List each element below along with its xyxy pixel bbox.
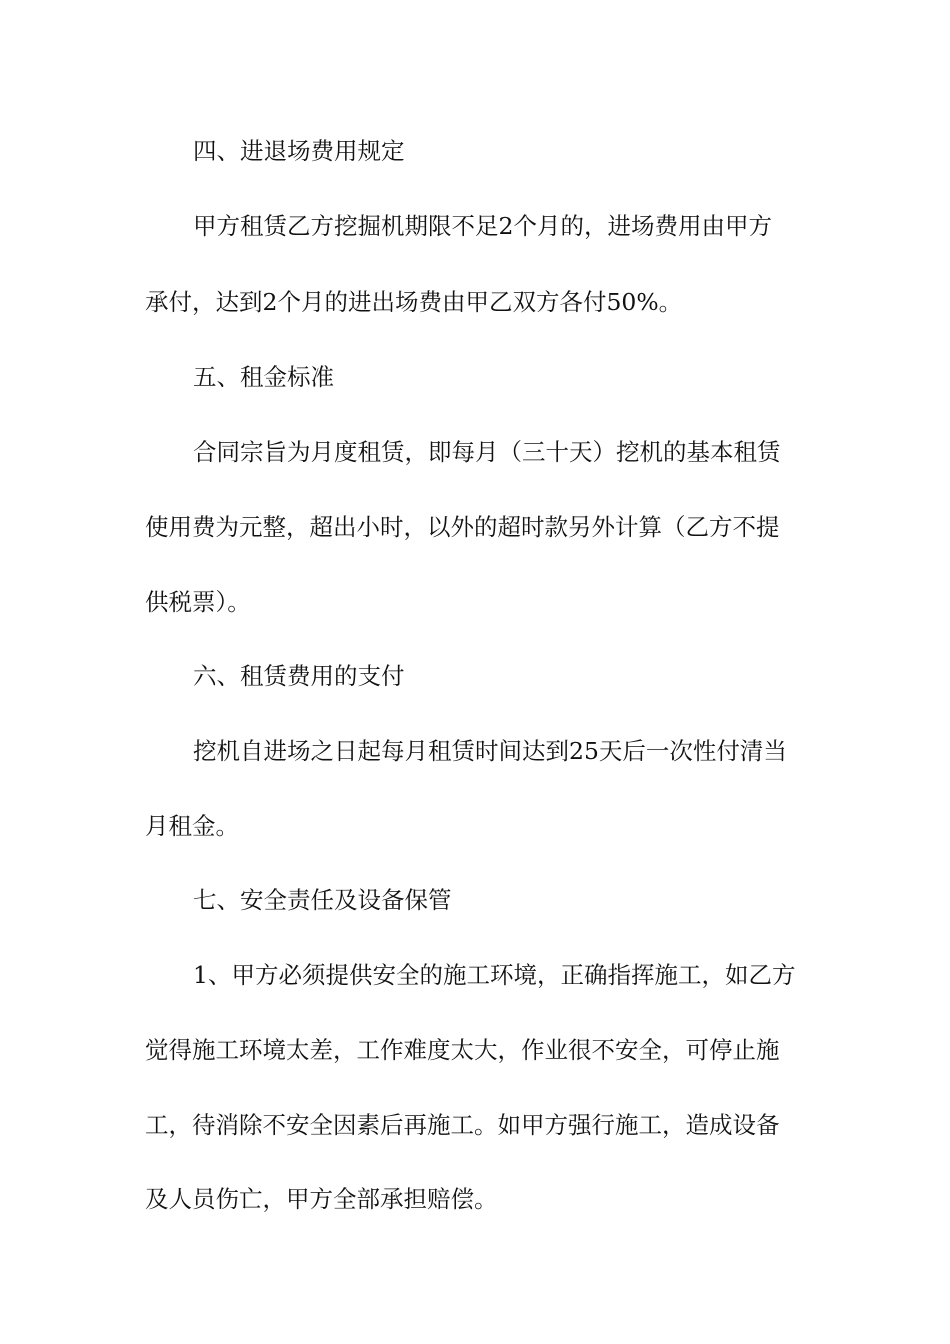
section-heading-entry-exit-fees: 四、进退场费用规定 [193, 137, 405, 165]
paragraph-line: 合同宗旨为月度租赁，即每月（三十天）挖机的基本租赁 [193, 438, 781, 466]
section-heading-rent-standard: 五、租金标准 [193, 363, 334, 391]
paragraph-line: 使用费为元整，超出小时，以外的超时款另外计算（乙方不提 [145, 513, 780, 541]
paragraph-line: 及人员伤亡，甲方全部承担赔偿。 [145, 1185, 498, 1213]
paragraph-line: 供税票）。 [145, 588, 251, 616]
paragraph-line: 挖机自进场之日起每月租赁时间达到25天后一次性付清当 [193, 737, 787, 765]
paragraph-line: 承付，达到2个月的进出场费由甲乙双方各付50%。 [145, 288, 683, 316]
paragraph-line: 月租金。 [145, 812, 239, 840]
section-heading-rent-payment: 六、租赁费用的支付 [193, 662, 405, 690]
section-heading-safety-responsibility: 七、安全责任及设备保管 [193, 886, 452, 914]
paragraph-line: 1、甲方必须提供安全的施工环境，正确指挥施工，如乙方 [193, 961, 796, 989]
paragraph-line: 甲方租赁乙方挖掘机期限不足2个月的，进场费用由甲方 [193, 212, 772, 240]
paragraph-line: 工，待消除不安全因素后再施工。如甲方强行施工，造成设备 [145, 1111, 780, 1139]
paragraph-line: 觉得施工环境太差，工作难度太大，作业很不安全，可停止施 [145, 1036, 780, 1064]
